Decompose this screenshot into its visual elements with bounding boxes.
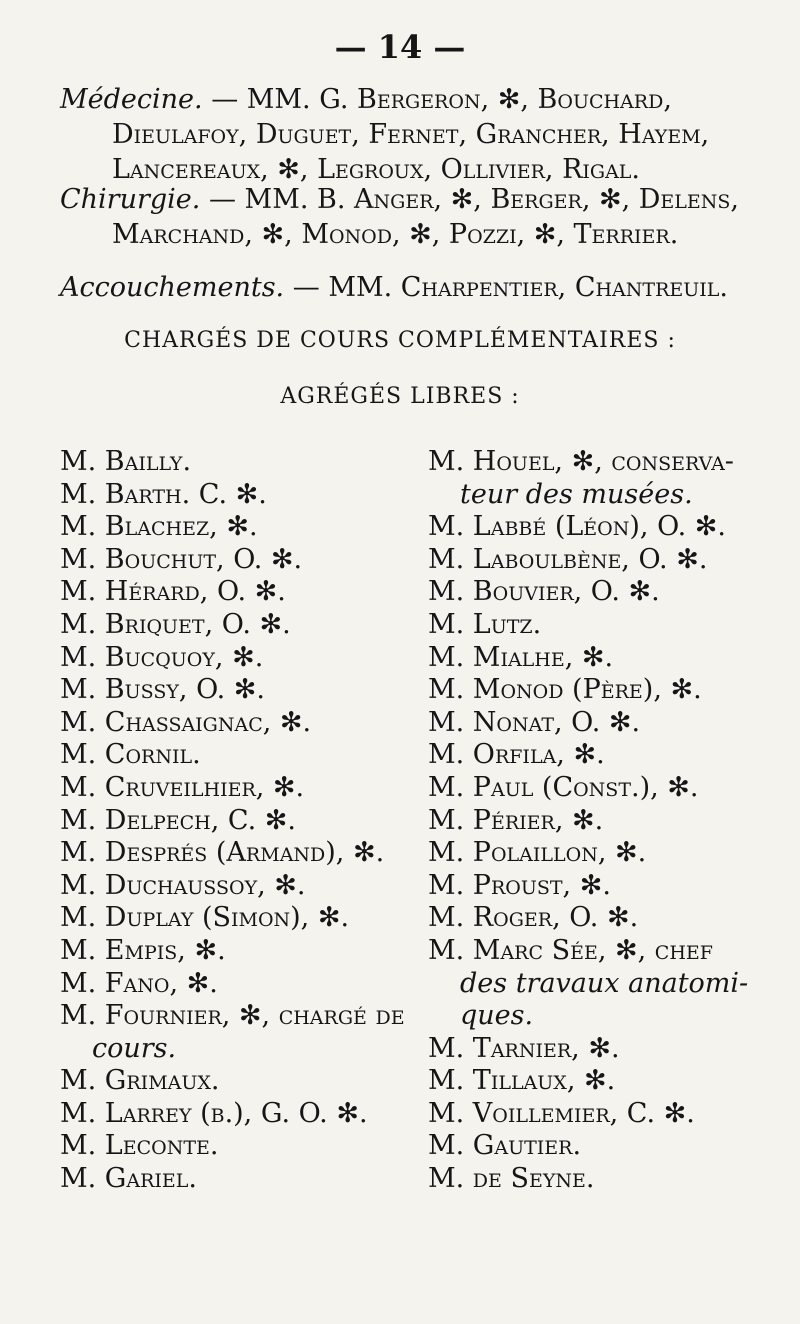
list-item: M. Bouvier, O. ✻. [428,576,660,608]
list-item: M. Briquet, O. ✻. [60,608,291,640]
faculty-accouchements [60,270,740,305]
list-item: M. Labbé (Léon), O. ✻. [428,511,726,543]
list-item: M. Després (Armand), ✻. [60,837,385,869]
list-item: M. Périer, ✻. [428,804,604,836]
faculty-chirurgie-text-1: — MM. B. Anger, ✻, Berger, ✻, Delens, [208,184,739,215]
faculty-medecine-line-2: Dieulafoy, Duguet, Fernet, Grancher, Hayem, [112,119,710,150]
list-item: M. Bailly. [60,446,192,477]
faculty-accouchements-line-1 [60,270,740,305]
page-number: — 14 — [334,28,466,66]
list-item: M. de Seyne. [428,1163,595,1195]
list-item-continuation: teur des musées. [460,478,693,510]
faculty-chirurgie-label: Chirurgie. [60,184,201,215]
list-item: M. Roger, O. ✻. [428,902,639,934]
faculty-chirurgie [60,182,740,252]
list-item: M. Cornil. [60,739,201,771]
right-column [428,446,758,1196]
list-item: M. Voillemier, C. ✻. [428,1097,695,1129]
faculty-accouchements-label: Accouchements. [60,272,285,303]
list-item: M. Nonat, O. ✻. [428,706,641,738]
faculty-accouchements-text-1: — MM. Charpentier, Chantreuil. [292,272,728,303]
list-item: M. Monod (Père), ✻. [428,674,702,706]
list-item: M. Duchaussoy, ✻. [60,869,306,901]
list-item: M. Cruveilhier, ✻. [60,771,305,803]
list-item: M. Proust, ✻. [428,869,611,901]
list-item: M. Houel, ✻, conserva- [428,446,734,477]
faculty-chirurgie-line-2: Marchand, ✻, Monod, ✻, Pozzi, ✻, Terrier. [112,219,679,250]
list-item: M. Empis, ✻. [60,934,226,966]
list-item: M. Mialhe, ✻. [428,641,614,673]
list-item: M. Gariel. [60,1163,197,1195]
list-item: M. Lutz. [428,608,542,640]
list-item: M. Grimaux. [60,1065,220,1097]
list-item: M. Tillaux, ✻. [428,1065,616,1097]
list-item: M. Marc Sée, ✻, chef [428,934,713,966]
list-item: M. Paul (Const.), ✻. [428,771,699,803]
list-item: M. Tarnier, ✻. [428,1032,620,1064]
faculty-medecine-line-3: Lancereaux, ✻, Legroux, Ollivier, Rigal. [112,154,641,185]
list-item: M. Gautier. [428,1130,582,1162]
heading-charges-de-cours: CHARGÉS DE COURS COMPLÉMENTAIRES : [124,328,676,353]
list-item: M. Bucquoy, ✻. [60,641,264,673]
list-item-continuation: cours. [92,1032,177,1064]
list-item: M. Orfila, ✻. [428,739,605,771]
list-item-continuation: des travaux anatomi- [460,967,749,999]
list-item: M. Delpech, C. ✻. [60,804,296,836]
faculty-chirurgie-line-1 [60,182,740,217]
list-item: M. Barth. C. ✻. [60,478,267,510]
list-item: M. Bouchut, O. ✻. [60,543,303,575]
faculty-medecine-text-1: — MM. G. Bergeron, ✻, Bouchard, [211,84,672,115]
list-item: M. Duplay (Simon), ✻. [60,902,350,934]
list-item: M. Leconte. [60,1130,219,1162]
list-item: M. Larrey (b.), G. O. ✻. [60,1097,368,1129]
list-item: M. Chassaignac, ✻. [60,706,312,738]
list-item: M. Fano, ✻. [60,967,218,999]
faculty-medecine-label: Médecine. [60,84,203,115]
list-item: M. Blachez, ✻. [60,511,258,543]
list-item: M. Hérard, O. ✻. [60,576,286,608]
list-item: M. Laboulbène, O. ✻. [428,543,708,575]
faculty-medecine [60,82,740,187]
list-item: M. Fournier, ✻, chargé de [60,1000,405,1032]
faculty-medecine-line-1 [60,82,740,117]
left-column [60,446,420,1196]
list-item: M. Polaillon, ✻. [428,837,647,869]
list-item: M. Bussy, O. ✻. [60,674,265,706]
heading-agreges-libres: AGRÉGÉS LIBRES : [280,384,520,409]
list-item-continuation: ques. [460,1000,534,1032]
